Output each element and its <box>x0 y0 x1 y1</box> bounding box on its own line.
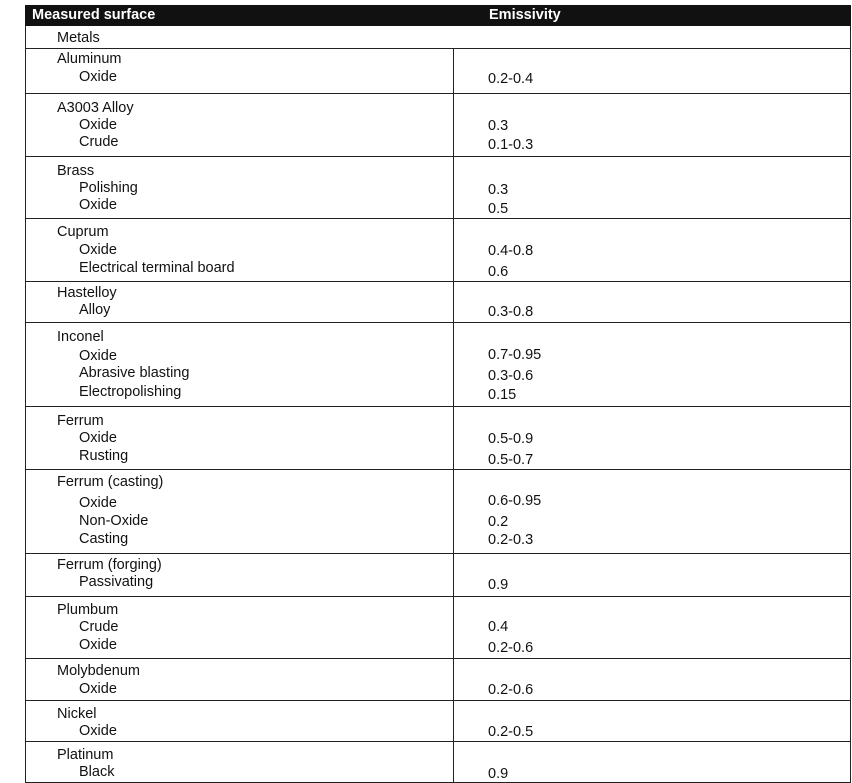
column-divider <box>453 470 454 553</box>
emissivity-value: 0.9 <box>488 577 509 593</box>
column-divider <box>453 554 454 596</box>
section-label: Metals <box>57 30 100 46</box>
column-divider <box>453 282 454 322</box>
emissivity-value: 0.9 <box>488 766 509 782</box>
emissivity-value: 0.3 <box>488 182 509 198</box>
column-divider <box>453 701 454 741</box>
emissivity-value: 0.4-0.8 <box>488 243 534 259</box>
column-divider <box>453 659 454 700</box>
column-divider <box>453 48 454 93</box>
material-name: Molybdenum <box>57 663 141 679</box>
emissivity-value: 0.2-0.4 <box>488 71 534 87</box>
material-name: Platinum <box>57 747 114 763</box>
emissivity-value: 0.7-0.95 <box>488 347 542 363</box>
surface-condition: Oxide <box>79 197 117 213</box>
column-divider <box>453 219 454 281</box>
emissivity-value: 0.2-0.3 <box>488 532 534 548</box>
emissivity-value: 0.5-0.9 <box>488 431 534 447</box>
surface-condition: Electropolishing <box>79 384 182 400</box>
material-name: Nickel <box>57 706 97 722</box>
column-divider <box>453 742 454 782</box>
surface-condition: Polishing <box>79 180 138 196</box>
emissivity-value: 0.15 <box>488 387 517 403</box>
column-divider <box>453 94 454 156</box>
surface-condition: Abrasive blasting <box>79 365 190 381</box>
table-row <box>25 597 851 659</box>
header-emissivity: Emissivity <box>489 7 561 23</box>
table-header <box>25 5 851 26</box>
surface-condition: Oxide <box>79 723 117 739</box>
column-divider <box>453 407 454 469</box>
material-name: Ferrum (forging) <box>57 557 162 573</box>
surface-condition: Passivating <box>79 574 154 590</box>
table-row <box>25 323 851 407</box>
material-name: Cuprum <box>57 224 109 240</box>
material-name: Inconel <box>57 329 104 345</box>
surface-condition: Non-Oxide <box>79 513 149 529</box>
material-name: Hastelloy <box>57 285 117 301</box>
table-row <box>25 94 851 157</box>
table-row <box>25 219 851 282</box>
surface-condition: Rusting <box>79 448 129 464</box>
surface-condition: Oxide <box>79 495 117 511</box>
emissivity-value: 0.6 <box>488 264 509 280</box>
surface-condition: Electrical terminal board <box>79 260 235 276</box>
table-row <box>25 157 851 219</box>
emissivity-value: 0.3-0.8 <box>488 304 534 320</box>
table-row <box>25 701 851 742</box>
emissivity-value: 0.4 <box>488 619 509 635</box>
emissivity-value: 0.5 <box>488 201 509 217</box>
surface-condition: Crude <box>79 134 119 150</box>
emissivity-value: 0.1-0.3 <box>488 137 534 153</box>
header-measured-surface: Measured surface <box>32 7 156 23</box>
column-divider <box>453 597 454 658</box>
surface-condition: Oxide <box>79 242 117 258</box>
emissivity-value: 0.5-0.7 <box>488 452 534 468</box>
table-row <box>25 282 851 323</box>
material-name: A3003 Alloy <box>57 100 134 116</box>
surface-condition: Alloy <box>79 302 111 318</box>
surface-condition: Oxide <box>79 430 117 446</box>
surface-condition: Oxide <box>79 681 117 697</box>
table-row <box>25 407 851 470</box>
surface-condition: Casting <box>79 531 129 547</box>
emissivity-value: 0.2 <box>488 514 509 530</box>
emissivity-value: 0.2-0.5 <box>488 724 534 740</box>
material-name: Aluminum <box>57 51 122 67</box>
table-row <box>25 48 851 94</box>
table-row <box>25 742 851 783</box>
emissivity-value: 0.6-0.95 <box>488 493 542 509</box>
emissivity-value: 0.3-0.6 <box>488 368 534 384</box>
emissivity-value: 0.3 <box>488 118 509 134</box>
material-name: Plumbum <box>57 602 119 618</box>
emissivity-value: 0.2-0.6 <box>488 640 534 656</box>
emissivity-value: 0.2-0.6 <box>488 682 534 698</box>
column-divider <box>453 323 454 406</box>
material-name: Ferrum (casting) <box>57 474 164 490</box>
table-row <box>25 554 851 597</box>
material-name: Brass <box>57 163 95 179</box>
surface-condition: Black <box>79 764 115 780</box>
surface-condition: Oxide <box>79 348 117 364</box>
material-name: Ferrum <box>57 413 104 429</box>
surface-condition: Oxide <box>79 637 117 653</box>
table-row <box>25 470 851 554</box>
surface-condition: Oxide <box>79 69 117 85</box>
section-row <box>25 26 851 49</box>
surface-condition: Crude <box>79 619 119 635</box>
surface-condition: Oxide <box>79 117 117 133</box>
table-row <box>25 659 851 701</box>
column-divider <box>453 157 454 218</box>
